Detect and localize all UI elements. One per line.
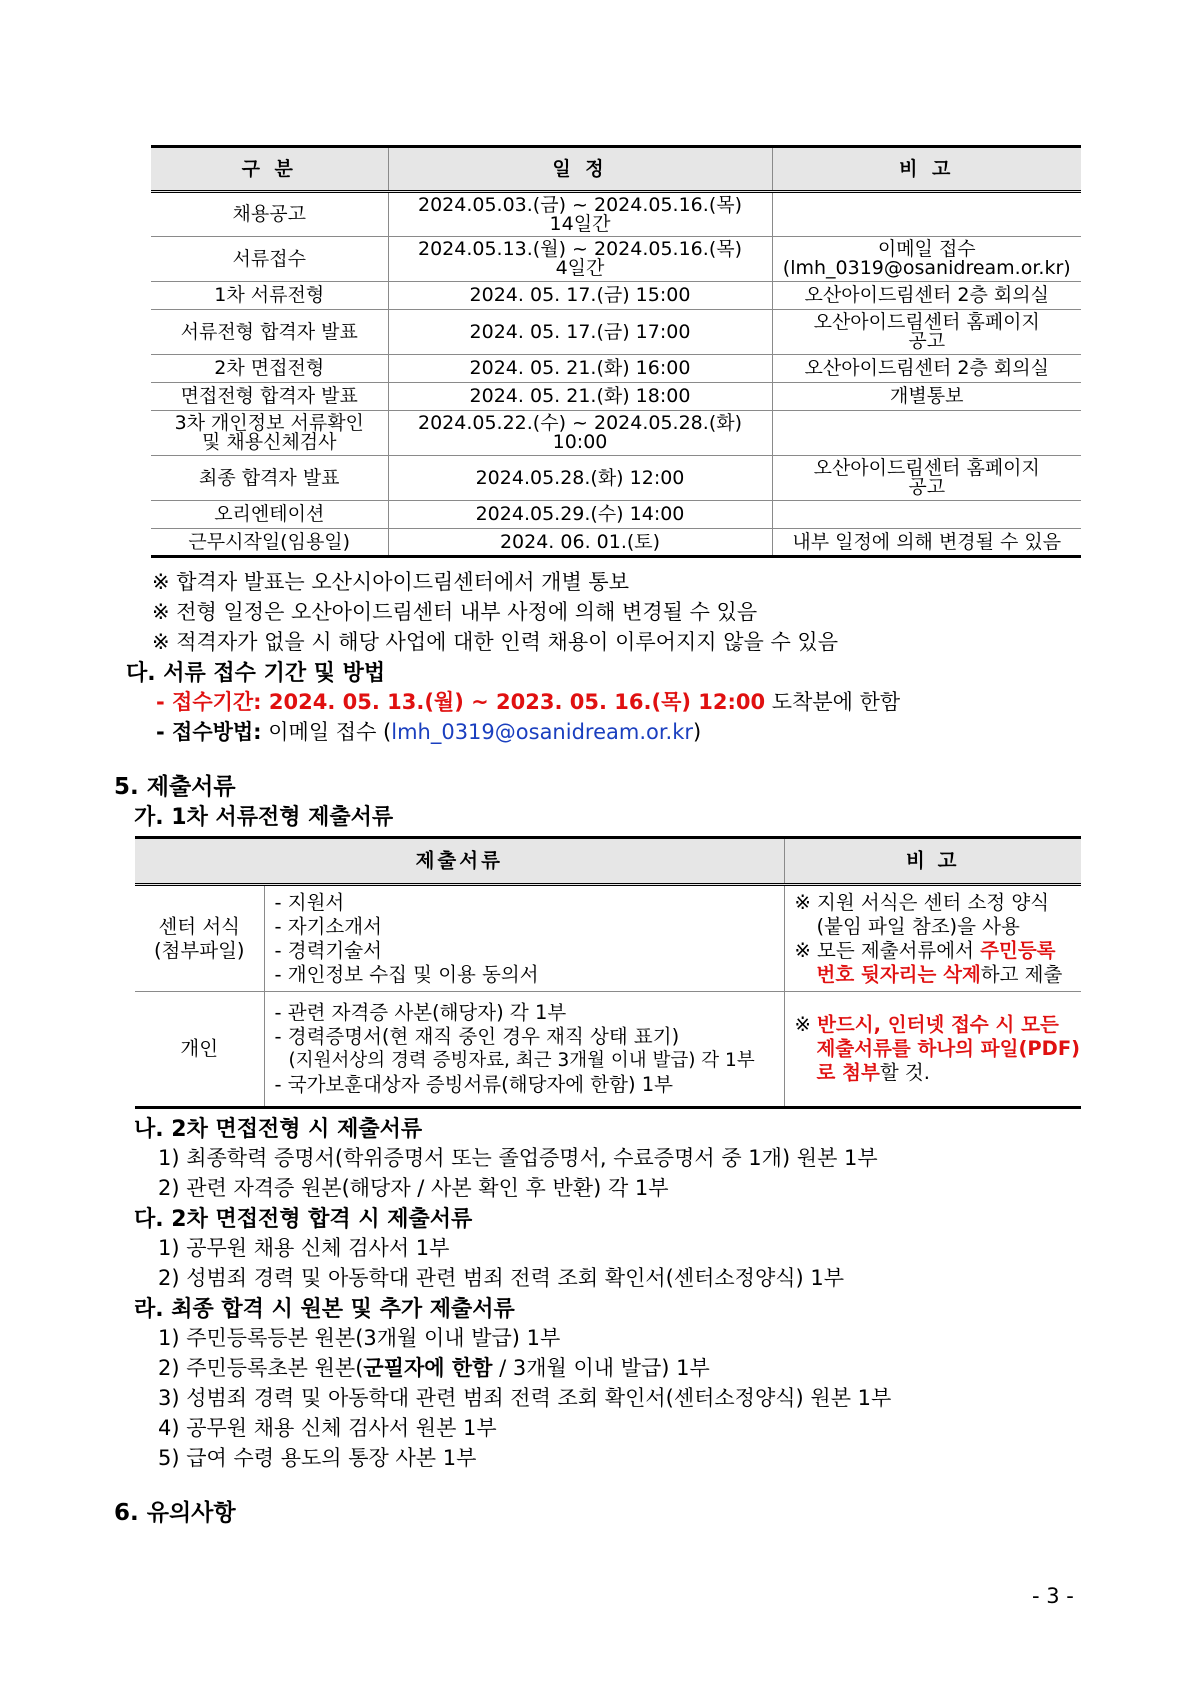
section5-ra-title: 라. 최종 합격 시 원본 및 추가 제출서류 [134, 1297, 515, 1322]
date-cell: 2024. 05. 21.(화) 16:00 [388, 355, 772, 383]
table-row [151, 310, 1081, 355]
table-row [151, 355, 1081, 383]
date-cell: 2024.05.22.(수) ~ 2024.05.28.(화) 10:00 [388, 411, 772, 456]
col-header-remark: 비 고 [784, 838, 1081, 885]
remark-cell: 오산아이드림센터 2층 회의실 [772, 282, 1081, 310]
category-cell: 면접전형 합격자 발표 [151, 383, 388, 411]
remark-cell: ※ 지원 서식은 센터 소정 양식 (붙임 파일 참조)을 사용 ※ 모든 제출서류에서 주민등록 번호 뒷자리는 삭제하고 제출 [784, 885, 1081, 992]
remark-cell [772, 411, 1081, 456]
section5-na-title: 나. 2차 면접전형 시 제출서류 [134, 1117, 423, 1142]
section5-da-title: 다. 2차 면접전형 합격 시 제출서류 [134, 1207, 473, 1232]
category-cell: 3차 개인정보 서류확인 및 채용신체검사 [151, 411, 388, 456]
category-cell: 센터 서식 (첨부파일) [135, 885, 264, 992]
category-cell: 2차 면접전형 [151, 355, 388, 383]
remark-cell: 오산아이드림센터 홈페이지 공고 [772, 456, 1081, 501]
items-cell [264, 992, 784, 1108]
col-header-schedule: 일 정 [388, 147, 772, 192]
category-cell: 오리엔테이션 [151, 501, 388, 529]
list-item: 3) 성범죄 경력 및 아동학대 관련 범죄 전력 조회 확인서(센터소정양식) 원본 1부 [158, 1386, 892, 1410]
list-item: - 지원서 [274, 890, 345, 914]
col-header-documents: 제출서류 [135, 838, 784, 885]
remark-cell: 개별통보 [772, 383, 1081, 411]
category-cell: 1차 서류전형 [151, 282, 388, 310]
category-cell: 최종 합격자 발표 [151, 456, 388, 501]
date-cell: 2024.05.28.(화) 12:00 [388, 456, 772, 501]
section6-title: 6. 유의사항 [114, 1500, 236, 1526]
remark-cell [772, 192, 1081, 237]
remark-cell: 이메일 접수 (lmh_0319@osanidream.or.kr) [772, 237, 1081, 282]
table-row [151, 529, 1081, 557]
list-item: 5) 급여 수령 용도의 통장 사본 1부 [158, 1446, 477, 1470]
table-row [135, 992, 1081, 1108]
note-line: ※ 적격자가 없을 시 해당 사업에 대한 인력 채용이 이루어지지 않을 수 있음 [152, 630, 838, 654]
page-number: - 3 - [1032, 1584, 1074, 1608]
date-cell: 2024.05.29.(수) 14:00 [388, 501, 772, 529]
remark-cell: 내부 일정에 의해 변경될 수 있음 [772, 529, 1081, 557]
list-item: - 관련 자격증 사본(해당자) 각 1부 [274, 1001, 567, 1024]
table-row [151, 237, 1081, 282]
email-address: lmh_0319@osanidream.or.kr [391, 720, 694, 744]
col-header-category: 구 분 [151, 147, 388, 192]
list-item: - 국가보훈대상자 증빙서류(해당자에 한함) 1부 [274, 1073, 674, 1096]
date-cell: 2024. 05. 17.(금) 15:00 [388, 282, 772, 310]
category-cell: 서류접수 [151, 237, 388, 282]
date-cell: 2024. 05. 21.(화) 18:00 [388, 383, 772, 411]
date-cell: 2024.05.03.(금) ~ 2024.05.16.(목) 14일간 [388, 192, 772, 237]
schedule-table [151, 145, 1081, 558]
list-item: 2) 성범죄 경력 및 아동학대 관련 범죄 전력 조회 확인서(센터소정양식) 1부 [158, 1266, 845, 1290]
note-line: ※ 전형 일정은 오산아이드림센터 내부 사정에 의해 변경될 수 있음 [152, 600, 758, 624]
date-cell: 2024. 05. 17.(금) 17:00 [388, 310, 772, 355]
list-item: - 개인정보 수집 및 이용 동의서 [274, 962, 539, 986]
date-cell: 2024. 06. 01.(토) [388, 529, 772, 557]
list-item: 1) 공무원 채용 신체 검사서 1부 [158, 1236, 450, 1260]
schedule-header-row [151, 147, 1081, 192]
category-cell: 근무시작일(임용일) [151, 529, 388, 557]
table-row [151, 501, 1081, 529]
list-item: - 자기소개서 [274, 914, 382, 938]
list-item: - 경력증명서(현 재직 중인 경우 재직 상태 표기) [274, 1025, 680, 1048]
section5-title: 5. 제출서류 [114, 774, 236, 800]
list-item: 2) 관련 자격증 원본(해당자 / 사본 확인 후 반환) 각 1부 [158, 1176, 669, 1200]
col-header-remark: 비 고 [772, 147, 1081, 192]
date-cell: 2024.05.13.(월) ~ 2024.05.16.(목) 4일간 [388, 237, 772, 282]
table-row [151, 192, 1081, 237]
remark-cell [772, 501, 1081, 529]
remark-cell: 오산아이드림센터 2층 회의실 [772, 355, 1081, 383]
category-cell: 채용공고 [151, 192, 388, 237]
list-item: 1) 최종학력 증명서(학위증명서 또는 졸업증명서, 수료증명서 중 1개) 원본 1부 [158, 1146, 878, 1170]
section5-ga-title: 가. 1차 서류전형 제출서류 [134, 805, 394, 830]
items-cell [264, 885, 784, 992]
list-item: - 경력기술서 [274, 938, 382, 962]
list-item: 2) 주민등록초본 원본(군필자에 한함 / 3개월 이내 발급) 1부 [158, 1356, 710, 1380]
table-row [151, 383, 1081, 411]
note-line: ※ 합격자 발표는 오산시아이드림센터에서 개별 통보 [152, 570, 629, 594]
section-da-title: 다. 서류 접수 기간 및 방법 [126, 661, 386, 686]
category-cell: 서류전형 합격자 발표 [151, 310, 388, 355]
table-row [135, 885, 1081, 992]
table-row [151, 456, 1081, 501]
remark-cell: ※ 반드시, 인터넷 접수 시 모든 제출서류를 하나의 파일(PDF) 로 첨부할 것. [784, 992, 1081, 1108]
list-item: 1) 주민등록등본 원본(3개월 이내 발급) 1부 [158, 1326, 561, 1350]
documents-header-row [135, 838, 1081, 885]
category-cell: 개인 [135, 992, 264, 1108]
submission-method: - 접수방법: 이메일 접수 (lmh_0319@osanidream.or.kr) [156, 720, 702, 744]
list-item: 4) 공무원 채용 신체 검사서 원본 1부 [158, 1416, 497, 1440]
submission-period: - 접수기간: 2024. 05. 13.(월) ~ 2023. 05. 16.(목) 12:00 도착분에 한함 [156, 690, 901, 714]
documents-table [135, 836, 1081, 1109]
list-item: (지원서상의 경력 증빙자료, 최근 3개월 이내 발급) 각 1부 [288, 1050, 755, 1071]
remark-cell: 오산아이드림센터 홈페이지 공고 [772, 310, 1081, 355]
table-row [151, 411, 1081, 456]
table-row [151, 282, 1081, 310]
